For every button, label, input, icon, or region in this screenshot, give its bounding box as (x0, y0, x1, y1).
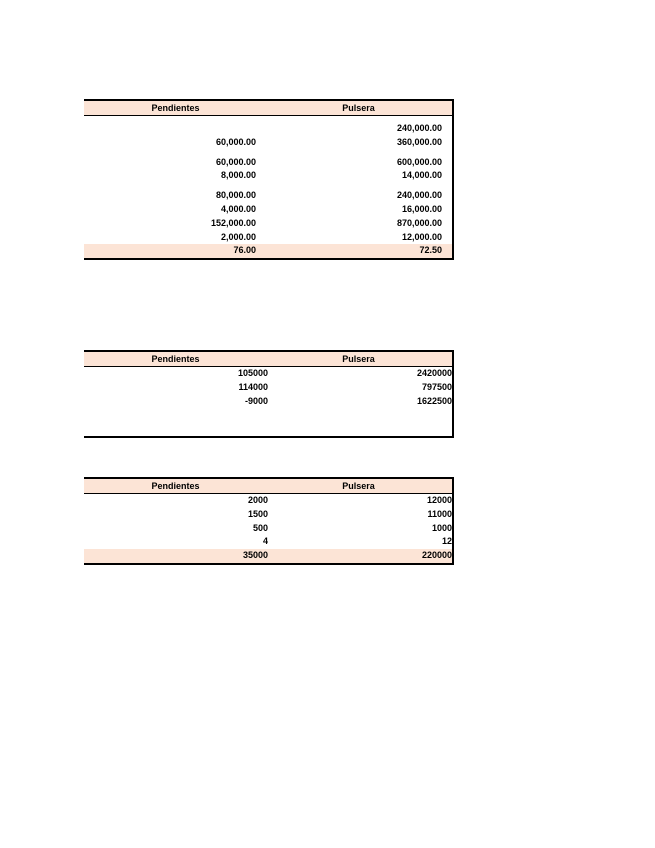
cell-pulsera: 870,000.00 (396, 217, 442, 228)
cell-pulsera: 240,000.00 (396, 190, 442, 201)
cell-pulsera: 797500 (421, 381, 452, 392)
cell-pendientes: 105000 (237, 368, 268, 378)
header-pendientes: Pendientes (151, 481, 200, 491)
cell-pulsera: 12 (441, 536, 452, 547)
table-row (84, 231, 452, 245)
cell-pulsera (268, 408, 452, 422)
cell-pulsera: 14,000.00 (401, 170, 442, 181)
header-pendientes: Pendientes (151, 354, 200, 364)
cell-pendientes: 4 (262, 536, 268, 547)
cell-pendientes: 80,000.00 (215, 190, 256, 201)
table-row (84, 381, 452, 395)
table-row (84, 217, 452, 231)
table-body (84, 116, 452, 258)
cell-pulsera: 11000 (427, 508, 452, 519)
cell-pulsera: 12000 (426, 495, 452, 505)
table-header (84, 352, 452, 367)
cell-pendientes: 60,000.00 (215, 156, 256, 167)
table-row (84, 494, 452, 508)
table-row (84, 508, 452, 522)
cell-pendientes: 60,000.00 (215, 136, 256, 147)
header-pulsera: Pulsera (342, 354, 375, 364)
cell-pendientes: 2,000.00 (220, 231, 256, 242)
table-1 (84, 99, 454, 260)
cell-pulsera (268, 422, 452, 436)
cell-pendientes: -9000 (244, 395, 268, 406)
total-row (84, 549, 452, 563)
cell-pulsera: 16,000.00 (401, 203, 442, 214)
cell-pendientes: 114000 (238, 381, 268, 392)
cell-pulsera: 1622500 (416, 395, 452, 406)
table-row (84, 422, 452, 436)
cell-pulsera: 72.50 (419, 245, 442, 256)
table-header (84, 101, 452, 116)
cell-pulsera: 2420000 (416, 368, 452, 378)
cell-pendientes: 1500 (247, 508, 268, 519)
table-body (84, 494, 452, 563)
cell-pendientes: 2000 (247, 495, 268, 505)
table-row (84, 522, 452, 536)
header-pulsera: Pulsera (342, 103, 375, 113)
cell-pulsera: 1000 (431, 522, 452, 533)
cell-pulsera: 360,000.00 (396, 136, 442, 147)
table-row (84, 169, 452, 183)
header-pulsera: Pulsera (342, 481, 375, 491)
cell-pendientes: 76.00 (233, 245, 256, 256)
cell-pendientes: 152,000.00 (210, 217, 256, 228)
table-2 (84, 350, 454, 438)
table-row (84, 408, 452, 422)
table-row (84, 189, 452, 203)
cell-pendientes: 4,000.00 (220, 203, 256, 214)
cell-pendientes: 500 (252, 522, 268, 533)
table-row (84, 136, 452, 150)
table-row (84, 395, 452, 409)
table-body (84, 367, 452, 436)
cell-pendientes (84, 408, 268, 422)
table-row (84, 156, 452, 170)
cell-pendientes (84, 422, 268, 436)
cell-pendientes (84, 122, 256, 136)
header-pendientes: Pendientes (151, 103, 200, 113)
table-row (84, 122, 452, 136)
table-row (84, 367, 452, 381)
cell-pendientes: 35000 (242, 550, 268, 561)
cell-pulsera: 12,000.00 (401, 231, 442, 242)
total-row (84, 244, 452, 258)
table-header (84, 479, 452, 494)
cell-pulsera: 600,000.00 (396, 156, 442, 167)
cell-pulsera: 240,000.00 (396, 123, 442, 133)
table-row (84, 203, 452, 217)
cell-pendientes: 8,000.00 (220, 170, 256, 181)
cell-pulsera: 220000 (421, 550, 452, 561)
table-row (84, 535, 452, 549)
table-3 (84, 477, 454, 565)
